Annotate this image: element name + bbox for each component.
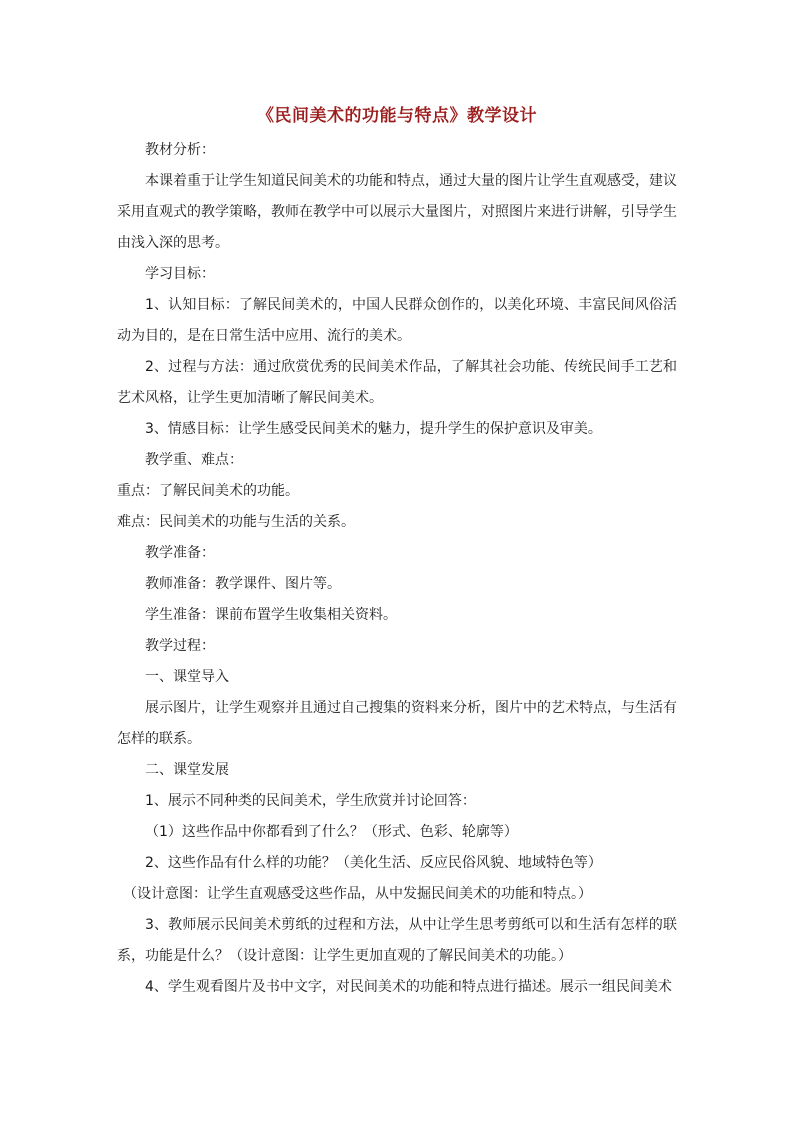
paragraph-key-point: 重点：了解民间美术的功能。 [117, 483, 299, 499]
paragraph-difficult-point: 难点：民间美术的功能与生活的关系。 [117, 514, 355, 530]
section-heading-learning-goals: 学习目标： [145, 266, 215, 282]
document-title: 《民间美术的功能与特点》教学设计 [257, 106, 537, 126]
paragraph-material-analysis: 本课着重于让学生知道民间美术的功能和特点，通过大量的图片让学生直观感受，建议采用直观式的教学策略，教师在教学中可以展示大量图片，对照图片来进行讲解，引导学生由浅入深的思考。 [117, 173, 677, 251]
section-heading-introduction: 一、课堂导入 [145, 669, 229, 685]
paragraph-goal-process: 2、过程与方法：通过欣赏优秀的民间美术作品，了解其社会功能、传统民间手工艺和艺术风格，让学生更加清晰了解民间美术。 [117, 359, 677, 406]
paragraph-introduction: 展示图片，让学生观察并且通过自己搜集的资料来分析，图片中的艺术特点，与生活有怎样的联系。 [117, 700, 677, 747]
paragraph-step-1: 1、展示不同种类的民间美术，学生欣赏并讨论回答： [145, 793, 476, 809]
paragraph-student-preparation: 学生准备：课前布置学生收集相关资料。 [145, 607, 397, 623]
paragraph-goal-cognitive: 1、认知目标：了解民间美术的，中国人民群众创作的，以美化环境、丰富民间风俗活动为目的，是在日常生活中应用、流行的美术。 [117, 297, 677, 344]
section-heading-teaching-process: 教学过程： [145, 638, 215, 654]
paragraph-step-4: 4、学生观看图片及书中文字，对民间美术的功能和特点进行描述。展示一组民间美术 [145, 979, 672, 995]
paragraph-teacher-preparation: 教师准备：教学课件、图片等。 [145, 576, 341, 592]
paragraph-question-1: （1）这些作品中你都看到了什么？（形式、色彩、轮廓等） [145, 824, 518, 840]
paragraph-step-2: 2、这些作品有什么样的功能？（美化生活、反应民俗风貌、地域特色等） [145, 855, 602, 871]
paragraph-goal-emotion: 3、情感目标：让学生感受民间美术的魅力，提升学生的保护意识及审美。 [145, 421, 602, 437]
paragraph-design-intent-1: （设计意图：让学生直观感受这些作品，从中发掘民间美术的功能和特点。） [123, 886, 592, 902]
section-heading-key-points: 教学重、难点： [145, 452, 243, 468]
section-heading-material-analysis: 教材分析： [145, 142, 215, 158]
paragraph-step-3: 3、教师展示民间美术剪纸的过程和方法，从中让学生思考剪纸可以和生活有怎样的联系，功能是什么？（设计意图：让学生更加直观的了解民间美术的功能。） [117, 917, 677, 964]
document-body [117, 104, 677, 1003]
section-heading-development: 二、课堂发展 [145, 762, 229, 778]
section-heading-preparation: 教学准备： [145, 545, 215, 561]
